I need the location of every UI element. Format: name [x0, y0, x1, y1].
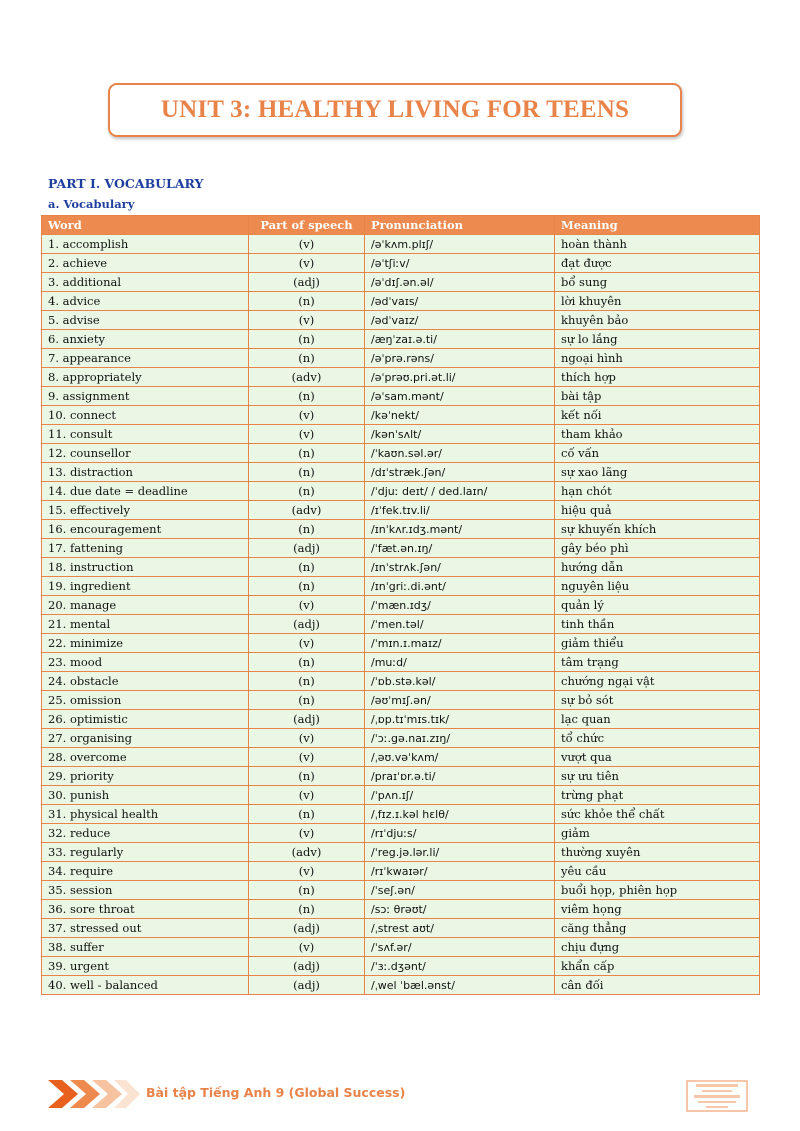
cell-pronunciation: /ˈsʌf.ər/ — [365, 938, 555, 957]
cell-part-of-speech: (v) — [249, 406, 365, 425]
cell-meaning: bài tập — [555, 387, 760, 406]
cell-part-of-speech: (adv) — [249, 501, 365, 520]
cell-part-of-speech: (v) — [249, 938, 365, 957]
cell-pronunciation: /ˈɔː.gə.naɪ.zɪŋ/ — [365, 729, 555, 748]
cell-part-of-speech: (v) — [249, 634, 365, 653]
cell-part-of-speech: (n) — [249, 805, 365, 824]
table-header-row — [42, 216, 760, 235]
cell-part-of-speech: (n) — [249, 558, 365, 577]
footer-arrows-icon — [48, 1078, 140, 1110]
cell-part-of-speech: (n) — [249, 463, 365, 482]
header-word: Word — [42, 216, 249, 235]
cell-meaning: trừng phạt — [555, 786, 760, 805]
cell-word: 34. require — [42, 862, 249, 881]
cell-part-of-speech: (n) — [249, 387, 365, 406]
cell-pronunciation: /əˈprə.rəns/ — [365, 349, 555, 368]
cell-word: 8. appropriately — [42, 368, 249, 387]
cell-pronunciation: /ɪˈfek.tɪv.li/ — [365, 501, 555, 520]
cell-pronunciation: /ˈmɪn.ɪ.maɪz/ — [365, 634, 555, 653]
cell-pronunciation: /ˌwel ˈbæl.ənst/ — [365, 976, 555, 995]
cell-pronunciation: /kəˈnekt/ — [365, 406, 555, 425]
cell-meaning: tham khảo — [555, 425, 760, 444]
cell-word: 11. consult — [42, 425, 249, 444]
cell-word: 36. sore throat — [42, 900, 249, 919]
cell-meaning: sự ưu tiên — [555, 767, 760, 786]
cell-part-of-speech: (n) — [249, 482, 365, 501]
table-row — [42, 520, 760, 539]
cell-pronunciation: /kənˈsʌlt/ — [365, 425, 555, 444]
cell-pronunciation: /əˈtʃiːv/ — [365, 254, 555, 273]
table-row — [42, 976, 760, 995]
cell-meaning: chướng ngại vật — [555, 672, 760, 691]
cell-part-of-speech: (adj) — [249, 957, 365, 976]
cell-word: 30. punish — [42, 786, 249, 805]
table-row — [42, 254, 760, 273]
cell-meaning: giảm thiểu — [555, 634, 760, 653]
cell-meaning: căng thẳng — [555, 919, 760, 938]
cell-word: 38. suffer — [42, 938, 249, 957]
cell-pronunciation: /ˌfɪz.ɪ.kəl hɛlθ/ — [365, 805, 555, 824]
cell-pronunciation: /rɪˈdjuːs/ — [365, 824, 555, 843]
cell-word: 12. counsellor — [42, 444, 249, 463]
cell-meaning: ngoại hình — [555, 349, 760, 368]
header-meaning: Meaning — [555, 216, 760, 235]
table-row — [42, 349, 760, 368]
cell-part-of-speech: (v) — [249, 254, 365, 273]
table-row — [42, 748, 760, 767]
cell-pronunciation: /praɪˈɒr.ə.ti/ — [365, 767, 555, 786]
cell-meaning: sự xao lãng — [555, 463, 760, 482]
cell-meaning: sự bỏ sót — [555, 691, 760, 710]
cell-meaning: đạt được — [555, 254, 760, 273]
cell-meaning: lạc quan — [555, 710, 760, 729]
table-row — [42, 368, 760, 387]
table-row — [42, 501, 760, 520]
table-row — [42, 463, 760, 482]
table-row — [42, 444, 760, 463]
cell-meaning: vượt qua — [555, 748, 760, 767]
cell-meaning: cân đối — [555, 976, 760, 995]
cell-pronunciation: /əˈprəʊ.pri.ət.li/ — [365, 368, 555, 387]
cell-part-of-speech: (v) — [249, 862, 365, 881]
cell-pronunciation: /ˈfæt.ən.ɪŋ/ — [365, 539, 555, 558]
header-part-of-speech: Part of speech — [249, 216, 365, 235]
cell-word: 27. organising — [42, 729, 249, 748]
cell-meaning: hoàn thành — [555, 235, 760, 254]
cell-pronunciation: /muːd/ — [365, 653, 555, 672]
cell-word: 24. obstacle — [42, 672, 249, 691]
cell-meaning: quản lý — [555, 596, 760, 615]
table-row — [42, 558, 760, 577]
cell-meaning: viêm họng — [555, 900, 760, 919]
cell-word: 18. instruction — [42, 558, 249, 577]
cell-pronunciation: /rɪˈkwaɪər/ — [365, 862, 555, 881]
cell-part-of-speech: (v) — [249, 311, 365, 330]
cell-word: 4. advice — [42, 292, 249, 311]
vocabulary-table — [41, 215, 760, 995]
cell-word: 39. urgent — [42, 957, 249, 976]
cell-pronunciation: /ˈɜː.dʒənt/ — [365, 957, 555, 976]
cell-pronunciation: /ˌɒp.tɪˈmɪs.tɪk/ — [365, 710, 555, 729]
cell-word: 3. additional — [42, 273, 249, 292]
table-row — [42, 691, 760, 710]
table-row — [42, 273, 760, 292]
cell-part-of-speech: (adj) — [249, 539, 365, 558]
cell-word: 28. overcome — [42, 748, 249, 767]
cell-word: 40. well - balanced — [42, 976, 249, 995]
cell-part-of-speech: (n) — [249, 330, 365, 349]
cell-meaning: yêu cầu — [555, 862, 760, 881]
cell-word: 23. mood — [42, 653, 249, 672]
footer-text: Bài tập Tiếng Anh 9 (Global Success) — [146, 1085, 406, 1100]
cell-part-of-speech: (n) — [249, 444, 365, 463]
cell-part-of-speech: (v) — [249, 786, 365, 805]
table-row — [42, 710, 760, 729]
cell-pronunciation: /ˈmæn.ɪdʒ/ — [365, 596, 555, 615]
table-row — [42, 330, 760, 349]
cell-pronunciation: /ədˈvaɪz/ — [365, 311, 555, 330]
cell-part-of-speech: (adj) — [249, 273, 365, 292]
cell-word: 9. assignment — [42, 387, 249, 406]
cell-part-of-speech: (n) — [249, 349, 365, 368]
table-row — [42, 824, 760, 843]
table-row — [42, 425, 760, 444]
cell-pronunciation: /ɪnˈstrʌk.ʃən/ — [365, 558, 555, 577]
cell-meaning: khuyên bảo — [555, 311, 760, 330]
cell-word: 7. appearance — [42, 349, 249, 368]
cell-part-of-speech: (adj) — [249, 615, 365, 634]
table-row — [42, 862, 760, 881]
cell-meaning: tổ chức — [555, 729, 760, 748]
table-row — [42, 900, 760, 919]
cell-meaning: chịu đựng — [555, 938, 760, 957]
cell-pronunciation: /ˈmen.təl/ — [365, 615, 555, 634]
cell-meaning: thích hợp — [555, 368, 760, 387]
cell-meaning: bổ sung — [555, 273, 760, 292]
cell-word: 14. due date = deadline — [42, 482, 249, 501]
cell-word: 33. regularly — [42, 843, 249, 862]
cell-pronunciation: /ɪnˈgriː.di.ənt/ — [365, 577, 555, 596]
cell-pronunciation: /æŋˈzaɪ.ə.ti/ — [365, 330, 555, 349]
cell-word: 13. distraction — [42, 463, 249, 482]
cell-meaning: hiệu quả — [555, 501, 760, 520]
cell-meaning: sự lo lắng — [555, 330, 760, 349]
cell-part-of-speech: (n) — [249, 691, 365, 710]
table-row — [42, 539, 760, 558]
cell-pronunciation: /əˈkʌm.plɪʃ/ — [365, 235, 555, 254]
cell-part-of-speech: (v) — [249, 235, 365, 254]
cell-part-of-speech: (n) — [249, 672, 365, 691]
table-row — [42, 919, 760, 938]
unit-title: UNIT 3: HEALTHY LIVING FOR TEENS — [108, 83, 682, 137]
cell-word: 10. connect — [42, 406, 249, 425]
header-pronunciation: Pronunciation — [365, 216, 555, 235]
table-row — [42, 805, 760, 824]
cell-pronunciation: /ˈreg.jə.lər.li/ — [365, 843, 555, 862]
sub-heading: a. Vocabulary — [48, 197, 135, 211]
cell-meaning: nguyên liệu — [555, 577, 760, 596]
table-row — [42, 577, 760, 596]
cell-part-of-speech: (adv) — [249, 368, 365, 387]
cell-word: 35. session — [42, 881, 249, 900]
cell-pronunciation: /əˈsam.mənt/ — [365, 387, 555, 406]
cell-meaning: lời khuyên — [555, 292, 760, 311]
cell-part-of-speech: (n) — [249, 292, 365, 311]
table-row — [42, 881, 760, 900]
table-row — [42, 482, 760, 501]
table-row — [42, 672, 760, 691]
part-heading: PART I. VOCABULARY — [48, 176, 204, 191]
cell-part-of-speech: (v) — [249, 596, 365, 615]
cell-pronunciation: /ˈɒb.stə.kəl/ — [365, 672, 555, 691]
table-row — [42, 729, 760, 748]
cell-word: 31. physical health — [42, 805, 249, 824]
cell-meaning: hướng dẫn — [555, 558, 760, 577]
cell-word: 21. mental — [42, 615, 249, 634]
cell-part-of-speech: (n) — [249, 767, 365, 786]
cell-meaning: giảm — [555, 824, 760, 843]
cell-word: 15. effectively — [42, 501, 249, 520]
table-row — [42, 938, 760, 957]
cell-meaning: sức khỏe thể chất — [555, 805, 760, 824]
cell-part-of-speech: (v) — [249, 824, 365, 843]
cell-part-of-speech: (adv) — [249, 843, 365, 862]
cell-word: 26. optimistic — [42, 710, 249, 729]
cell-word: 29. priority — [42, 767, 249, 786]
cell-pronunciation: /sɔː θrəʊt/ — [365, 900, 555, 919]
cell-meaning: gây béo phì — [555, 539, 760, 558]
cell-pronunciation: /ˌəʊ.vəˈkʌm/ — [365, 748, 555, 767]
cell-word: 1. accomplish — [42, 235, 249, 254]
cell-part-of-speech: (n) — [249, 653, 365, 672]
cell-pronunciation: /əˈdɪʃ.ən.əl/ — [365, 273, 555, 292]
cell-part-of-speech: (adj) — [249, 976, 365, 995]
cell-part-of-speech: (n) — [249, 577, 365, 596]
cell-word: 25. omission — [42, 691, 249, 710]
table-row — [42, 786, 760, 805]
table-row — [42, 406, 760, 425]
cell-meaning: tinh thần — [555, 615, 760, 634]
table-row — [42, 311, 760, 330]
cell-pronunciation: /ədˈvaɪs/ — [365, 292, 555, 311]
cell-word: 16. encouragement — [42, 520, 249, 539]
cell-word: 32. reduce — [42, 824, 249, 843]
cell-word: 19. ingredient — [42, 577, 249, 596]
cell-meaning: cố vấn — [555, 444, 760, 463]
cell-meaning: kết nối — [555, 406, 760, 425]
cell-word: 6. anxiety — [42, 330, 249, 349]
table-row — [42, 653, 760, 672]
cell-word: 20. manage — [42, 596, 249, 615]
cell-part-of-speech: (v) — [249, 748, 365, 767]
table-row — [42, 615, 760, 634]
cell-meaning: tâm trạng — [555, 653, 760, 672]
table-body — [42, 235, 760, 995]
cell-pronunciation: /ˈseʃ.ən/ — [365, 881, 555, 900]
cell-meaning: sự khuyến khích — [555, 520, 760, 539]
stamp-logo-icon — [686, 1080, 748, 1112]
cell-pronunciation: /dɪˈstræk.ʃən/ — [365, 463, 555, 482]
cell-part-of-speech: (adj) — [249, 919, 365, 938]
cell-pronunciation: /ˌstrest aʊt/ — [365, 919, 555, 938]
cell-part-of-speech: (n) — [249, 520, 365, 539]
cell-pronunciation: /ɪnˈkʌr.ɪdʒ.mənt/ — [365, 520, 555, 539]
table-row — [42, 767, 760, 786]
cell-part-of-speech: (v) — [249, 425, 365, 444]
cell-word: 5. advise — [42, 311, 249, 330]
table-row — [42, 387, 760, 406]
cell-word: 37. stressed out — [42, 919, 249, 938]
cell-pronunciation: /əʊˈmɪʃ.ən/ — [365, 691, 555, 710]
cell-pronunciation: /ˈpʌn.ɪʃ/ — [365, 786, 555, 805]
table-row — [42, 957, 760, 976]
cell-meaning: buổi họp, phiên họp — [555, 881, 760, 900]
table-row — [42, 843, 760, 862]
cell-pronunciation: /ˈdjuː deɪt/ / ded.laɪn/ — [365, 482, 555, 501]
cell-pronunciation: /ˈkaʊn.səl.ər/ — [365, 444, 555, 463]
cell-part-of-speech: (n) — [249, 881, 365, 900]
cell-meaning: hạn chót — [555, 482, 760, 501]
table-row — [42, 634, 760, 653]
cell-word: 2. achieve — [42, 254, 249, 273]
cell-word: 17. fattening — [42, 539, 249, 558]
table-row — [42, 292, 760, 311]
cell-meaning: thường xuyên — [555, 843, 760, 862]
table-row — [42, 235, 760, 254]
cell-part-of-speech: (v) — [249, 729, 365, 748]
cell-part-of-speech: (n) — [249, 900, 365, 919]
table-row — [42, 596, 760, 615]
cell-part-of-speech: (adj) — [249, 710, 365, 729]
cell-word: 22. minimize — [42, 634, 249, 653]
cell-meaning: khẩn cấp — [555, 957, 760, 976]
